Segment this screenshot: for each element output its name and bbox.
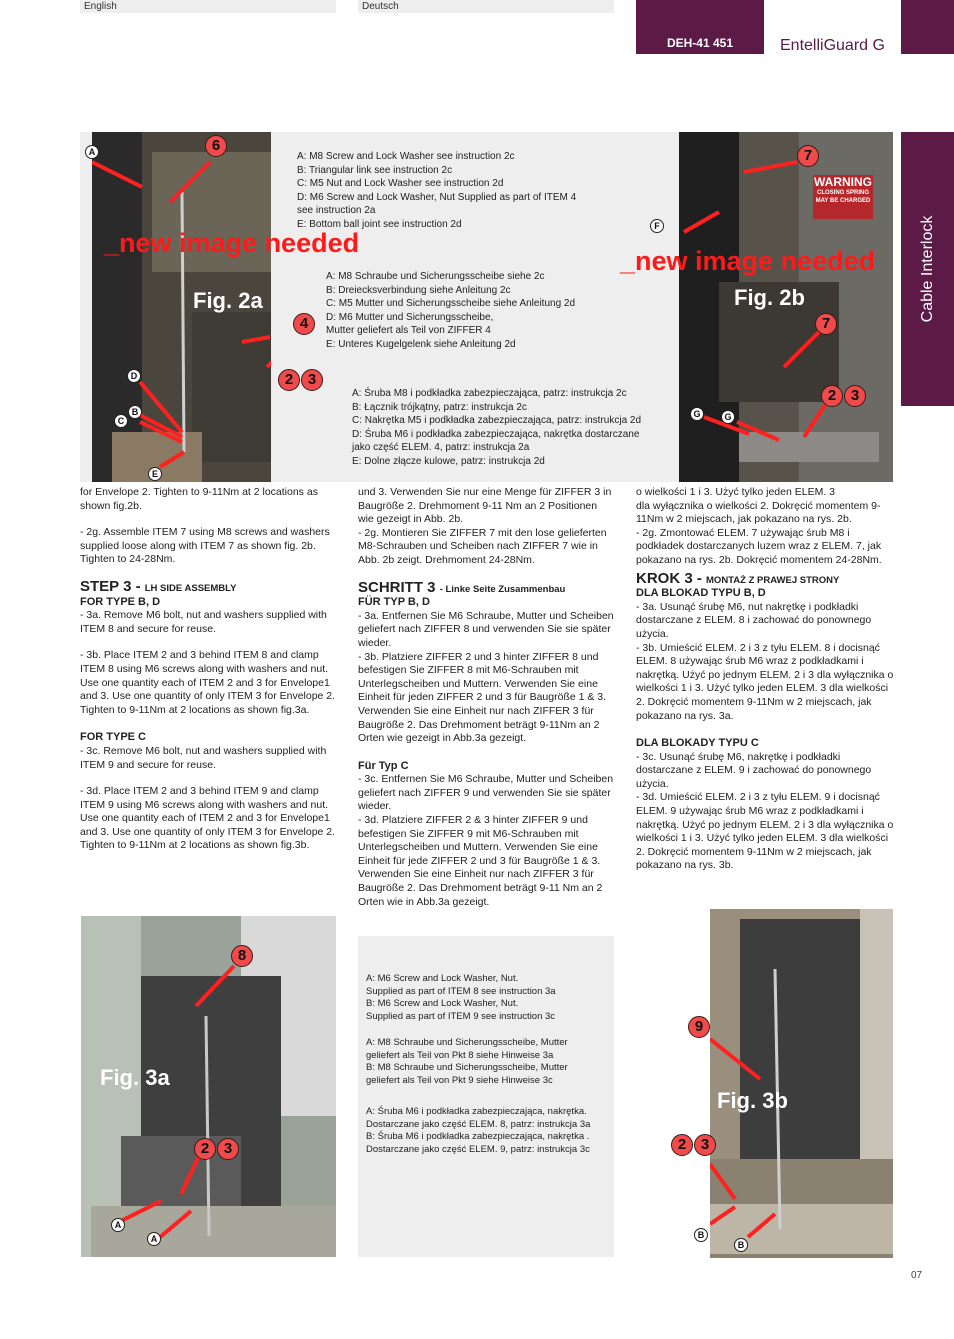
figure-2-legend-pl: A: Śruba M8 i podkładka zabezpieczająca, patrz: instrukcja 2c B: Łącznik trójkątny, patrz: instrukcja 2c C: Nakrętka M5 i podkładka zabezpieczająca, patrz: instrukcja 2d D: Śruba M6 i podkładka zabezpieczająca, nakrętka dostarczane jako część ELEM. 4, patrz: instrukcja 2a E: Dolne złącze kulowe, patrz: instrukcja 2d [352, 388, 642, 467]
image-needed-note-2b: _new image needed [620, 246, 876, 276]
en-heading-type-c: FOR TYPE C [80, 731, 147, 744]
callout-letter-b-right: B [734, 1238, 748, 1252]
pl-step-3-title: KROK 3 - [636, 569, 707, 587]
figure-2-legend-en: A: M8 Screw and Lock Washer see instruction 2c B: Triangular link see instruction 2c C: M5 Nut and Lock Washer see instruction 2d D: M6 Screw and Lock Washer, Nut Supplied as part of ITEM 4 see instruction 2a E: Bottom ball joint see instruction 2d [297, 151, 577, 230]
callout-item-2: 2 [278, 369, 300, 391]
en-heading-type-bd: FOR TYPE B, D [80, 595, 161, 608]
callout-item-3-fig3b: 3 [694, 1134, 716, 1156]
de-heading-type-c: Für Typ C [358, 759, 409, 772]
callout-letter-e: E [148, 467, 162, 481]
header-accent-block [901, 0, 954, 54]
image-needed-note-2a: _new image needed [104, 228, 360, 258]
en-step-3-title: STEP 3 - [80, 577, 145, 595]
de-heading-type-bd: FÜR TYP B, D [358, 596, 430, 609]
callout-letter-b-left: B [694, 1228, 708, 1242]
warning-subtitle: CLOSING SPRING MAY BE CHARGED [815, 190, 871, 204]
pl-paragraph-3c-3d: - 3c. Usunąć śrubę M6, nakrętkę i podkładki dostarczane z ELEM. 9 i zachować do ponownego użycia. - 3d. Umieścić ELEM. 2 i 3 z tyłu ELEM. 9 i docisnąć ELEM. 9 używając śrub M6 wraz z podkładkami i nakrętką. Użyć po jednym ELEM. 2 i 3 dla wyłącznika o wielkości 1 i 3. Użyć tylko jeden ELEM. 3 dla wielkości 2. Dokręcić momentem 9-11Nm w 2 miejscach, jak pokazano na rys. 3b. [636, 750, 894, 872]
callout-letter-a-left: A [111, 1218, 125, 1232]
de-paragraph-3a-3b: - 3a. Entfernen Sie M6 Schraube, Mutter und Scheiben geliefert nach ZIFFER 8 und verwenden Sie sie später wieder. - 3b. Platziere ZIFFER 2 und 3 hinter ZIFFER 8 und befestigen Sie ZIFFER 8 mit M6-Schrauben mit Unterlegscheiben und Muttern. Verwenden Sie eine Einheit für jeden ZIFFER 2 und 3 für Baugröße 1 & 3. Verwenden Sie eine Einheit nur nach ZIFFER 3 für Baugröße 2. Das Drehmoment beträgt 9-11Nm an 2 Orten wie gezeigt in Abb.3a gezeigt. [358, 609, 614, 745]
en-paragraph-3a: - 3a. Remove M6 bolt, nut and washers supplied with ITEM 8 and secure for reuse. [80, 609, 327, 635]
pl-paragraph-3a-3b: - 3a. Usunąć śrubę M6, nut nakrętkę i podkładki dostarczane z ELEM. 8 i zachować do ponownego użycia. - 3b. Umieścić ELEM. 2 i 3 z tyłu ELEM. 8 i docisnąć ELEM. 8 używając śrub M6 wraz z podkładkami i nakrętką. Użyć po jednym ELEM. 2 i 3 dla wyłącznika o wielkości 1 i 3. Użyć tylko jeden ELEM. 3 dla wielkości 2. Dokręcić momentem 9-11Nm w 2 miejscach, jak pokazano na rys. 3a. [636, 600, 894, 722]
en-step-3-subtitle: LH SIDE ASSEMBLY [144, 582, 237, 594]
callout-item-2-fig3a: 2 [194, 1138, 216, 1160]
callout-item-6: 6 [205, 135, 227, 157]
side-tab-label: Cable Interlock [918, 215, 936, 323]
figure-3b-label: Fig. 3b [717, 1088, 788, 1113]
callout-item-3: 3 [301, 369, 323, 391]
figure-2a-label: Fig. 2a [193, 288, 263, 313]
page-number: 07 [911, 1270, 923, 1281]
callout-item-7-lower: 7 [815, 313, 837, 335]
de-step-3-title: SCHRITT 3 [358, 578, 440, 596]
callout-letter-c: C [114, 414, 128, 428]
en-paragraph-2g: - 2g. Assemble ITEM 7 using M8 screws and washers supplied loose along with ITEM 7 as shown fig. 2b. Tighten to 24-28Nm. [80, 526, 330, 566]
callout-item-3-fig3a: 3 [217, 1138, 239, 1160]
de-step-3-subtitle: - Linke Seite Zusammenbau [439, 583, 566, 595]
de-step-3-heading [358, 578, 614, 597]
pl-heading-type-c: DLA BLOKADY TYPU C [636, 737, 759, 750]
callout-letter-a-right: A [147, 1232, 161, 1246]
figure-3-legend-en: A: M6 Screw and Lock Washer, Nut. Supplied as part of ITEM 8 see instruction 3a B: M6 Screw and Lock Washer, Nut. Supplied as part of ITEM 9 see instruction 3c [366, 973, 556, 1022]
pl-paragraph-2f-2g: o wielkości 1 i 3. Użyć tylko jeden ELEM. 3 dla wyłącznika o wielkości 2. Dokręcić momentem 9-11Nm w 2 miejscach, jak pokazano na rys. 2b. - 2g. Zmontować ELEM. 7 używając śrub M8 i podkładek dostarczanych luzem wraz z ELEM. 7, jak pokazano na rys. 2b. Dokręcić momentem 24-28Nm. [636, 486, 882, 566]
figure-3b-photo [710, 909, 893, 1258]
pl-heading-type-bd: DLA BLOKAD TYPU B, D [636, 587, 766, 600]
callout-letter-a: A [85, 145, 99, 159]
language-label-deutsch: Deutsch [358, 0, 614, 13]
callout-item-8: 8 [231, 945, 253, 967]
figure-2b-label: Fig. 2b [734, 285, 805, 310]
figure-3-legend-pl: A: Śruba M6 i podkładka zabezpieczająca, nakrętka. Dostarczane jako część ELEM. 8, patrz: instrukcja 3a B: Śruba M6 i podkładka zabezpieczająca, nakrętka . Dostarczane jako część ELEM. 9, patrz: instrukcja 3c [366, 1106, 591, 1155]
document-number: DEH-41 451 [636, 0, 764, 54]
pl-step-3-subtitle: MONTAŻ Z PRAWEJ STRONY [706, 574, 840, 586]
en-paragraph-3b: - 3b. Place ITEM 2 and 3 behind ITEM 8 and clamp ITEM 8 using M6 screws along with washers and nut. Use one quantity each of ITEM 2 and 3 for Envelope1 and 3. Use one quantity of only ITEM 3 for Envelope 2. Tighten to 9-11Nm at 2 locations as shown fig.3a. [80, 649, 336, 716]
callout-letter-b: B [128, 405, 142, 419]
en-step-3-heading [80, 577, 336, 596]
warning-label [813, 175, 873, 219]
en-paragraph-2f-end: for Envelope 2. Tighten to 9-11Nm at 2 locations as shown fig.2b. [80, 486, 318, 512]
callout-letter-f: F [650, 219, 664, 233]
callout-letter-g-right: G [721, 410, 735, 424]
callout-item-2-fig2b: 2 [821, 385, 843, 407]
en-paragraph-3d: - 3d. Place ITEM 2 and 3 behind ITEM 9 and clamp ITEM 9 using M6 screws along with washers and nut. Use one quantity each of ITEM 2 and 3 for Envelope1 and 3. Use one quantity of only ITEM 3 for Envelope 2. Tighten to 9-11Nm at 2 locations as shown fig.3b. [80, 785, 336, 852]
de-paragraph-2f-2g: und 3. Verwenden Sie nur eine Menge für ZIFFER 3 in Baugröße 2. Drehmoment 9-11 Nm an 2 Positionen wie gezeigt in Abb. 2b. - 2g. Montieren Sie ZIFFER 7 mit den lose gelieferten M8-Schrauben und Scheiben nach ZIFFER 7 wie in Abb. 2b zeigt. Drehmoment 24-28Nm. [358, 486, 612, 566]
brand-name: EntelliGuard G [780, 37, 885, 54]
callout-letter-g-left: G [690, 407, 704, 421]
callout-letter-d: D [127, 369, 141, 383]
side-tab [901, 132, 954, 406]
warning-title: WARNING [814, 175, 872, 189]
figure-2-legend-de: A: M8 Schraube und Sicherungsscheibe siehe 2c B: Dreiecksverbindung siehe Anleitung 2c C: M5 Mutter und Sicherungsscheibe siehe Anleitung 2d D: M6 Mutter und Sicherungsscheibe, Mutter geliefert als Teil von ZIFFER 4 E: Unteres Kugelgelenk siehe Anleitung 2d [326, 271, 576, 350]
figure-3a-label: Fig. 3a [100, 1065, 170, 1090]
callout-item-2-fig3b: 2 [671, 1134, 693, 1156]
language-label-english: English [80, 0, 336, 13]
column-polski [636, 486, 894, 873]
callout-item-7-top: 7 [797, 145, 819, 167]
de-paragraph-3c-3d: - 3c. Entfernen Sie M6 Schraube, Mutter und Scheiben geliefert nach ZIFFER 9 und verwenden Sie sie später wieder. - 3d. Platziere ZIFFER 2 & 3 hinter ZIFFER 9 und befestigen Sie ZIFFER 9 mit M6-Schrauben mit Unterlegscheiben und Muttern. Verwenden Sie eine Einheit für jede ZIFFER 2 und 3 für Baugröße 1 & 3. Verwenden Sie eine Einheit nur nach ZIFFER 3 für Baugröße 2. Das Drehmoment beträgt 9-11 Nm an 2 Orten wie in Abb.3a gezeigt. [358, 773, 614, 908]
pl-step-3-heading [636, 569, 894, 588]
callout-item-9: 9 [688, 1016, 710, 1038]
callout-item-3-fig2b: 3 [844, 385, 866, 407]
figure-3-legend-de: A: M8 Schraube und Sicherungsscheibe, Mutter geliefert als Teil von Pkt 8 siehe Hinweise 3a B: M8 Schraube und Sicherungsscheibe, Mutter geliefert als Teil von Pkt 9 siehe Hinweise 3c [366, 1037, 568, 1086]
en-paragraph-3c: - 3c. Remove M6 bolt, nut and washers supplied with ITEM 9 and secure for reuse. [80, 744, 327, 771]
callout-item-4: 4 [293, 313, 315, 335]
column-english [80, 486, 336, 853]
column-deutsch [358, 486, 614, 909]
